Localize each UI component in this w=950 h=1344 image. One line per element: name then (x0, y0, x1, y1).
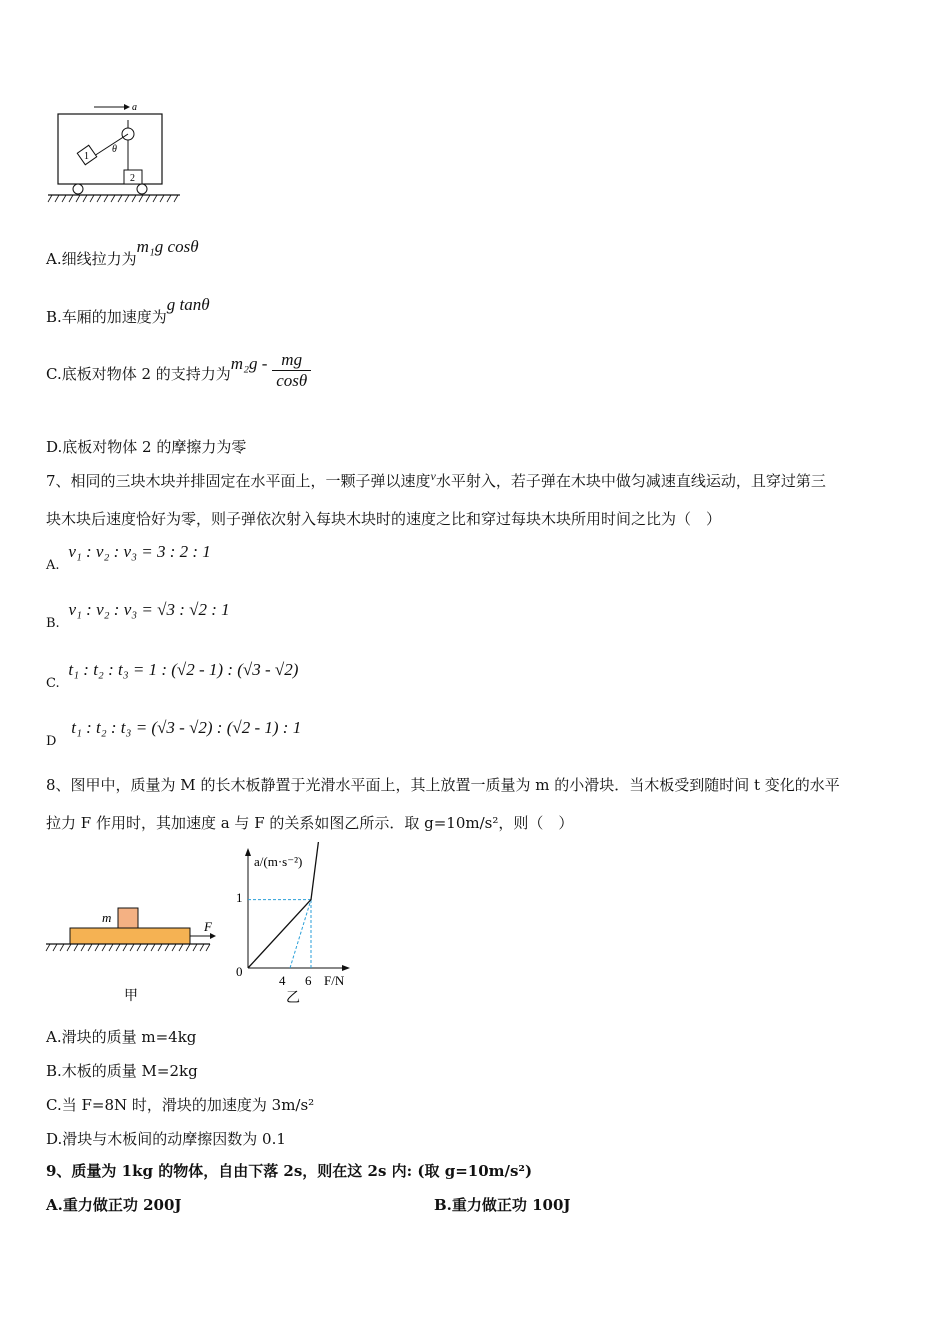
q6-option-a: A.细线拉力为m₁g cosθ (46, 237, 199, 268)
x-axis-arrow (342, 965, 350, 971)
q7-option-b: B. v₁ : v₂ : v₃ = √3 : √2 : 1 (46, 600, 230, 631)
fig-jia-F: F (204, 919, 212, 934)
q9-stem: 9、质量为 1kg 的物体，自由下落 2s，则在这 2s 内: (取 g=10m/s²) (46, 1162, 533, 1180)
q8-option-a: A.滑块的质量 m=4kg (46, 1028, 197, 1046)
q8-stem-line1: 8、图甲中，质量为 M 的长木板静置于光滑水平面上，其上放置一质量为 m 的小滑块．当木板受到随时间 t 变化的水平 (46, 776, 840, 794)
q6-option-b: B.车厢的加速度为g tanθ (46, 295, 210, 326)
fig-yi-chart (226, 842, 362, 1008)
accel-label: a (132, 102, 137, 113)
q7-stem-line2: 块木块后速度恰好为零，则子弹依次射入每块木块时的速度之比和穿过每块木块所用时间之比为（ ） (46, 510, 722, 528)
q9-option-b: B.重力做正功 100J (434, 1196, 571, 1214)
cart-figure (44, 96, 186, 208)
y-tick-1: 1 (236, 890, 243, 905)
fig-jia-caption: 甲 (124, 989, 138, 1004)
q6-option-c: C.底板对物体 2 的支持力为m₂g - $\frac{mg}{\cos\theta}$ (46, 350, 311, 391)
q8-option-d: D.滑块与木板间的动摩擦因数为 0.1 (46, 1130, 286, 1148)
fig-yi-caption: 乙 (286, 991, 300, 1006)
q8-stem-line2: 拉力 F 作用时，其加速度 a 与 F 的关系如图乙所示．取 g=10m/s²，则（ ） (46, 814, 574, 832)
x-tick-4: 4 (279, 973, 286, 988)
origin-label: 0 (236, 964, 243, 979)
angle-label: θ (112, 144, 117, 155)
q8-option-c: C.当 F=8N 时，滑块的加速度为 3m/s² (46, 1096, 315, 1114)
q8-option-b: B.木板的质量 M=2kg (46, 1062, 198, 1080)
fig-jia (44, 900, 216, 1006)
y-axis-label: a/(m·s⁻²) (254, 854, 303, 869)
dashed-guide-2 (290, 900, 311, 968)
fig-jia-m: m (102, 910, 112, 925)
q9-option-a: A.重力做正功 200J (46, 1196, 182, 1214)
q7-stem-line1: 7、相同的三块木块并排固定在水平面上，一颗子弹以速度$^v$水平射入，若子弹在木块中做匀减速直线运动，且穿过第三 (46, 469, 826, 490)
q6-option-d: D.底板对物体 2 的摩擦力为零 (46, 438, 247, 456)
c-fraction: $\frac{mg}{\cos\theta}$ (272, 350, 311, 391)
x-axis-label: F/N (324, 973, 345, 988)
x-tick-6: 6 (305, 973, 312, 988)
block1-label: 1 (84, 151, 89, 162)
y-axis-arrow (245, 848, 251, 856)
q7-option-d: D t₁ : t₂ : t₃ = (√3 - √2) : (√2 - 1) : 1 (46, 718, 302, 749)
q7-option-a: A. v₁ : v₂ : v₃ = 3 : 2 : 1 (46, 542, 211, 573)
q7-option-c: C. t₁ : t₂ : t₃ = 1 : (√2 - 1) : (√3 - √2) (46, 660, 299, 691)
block2-label: 2 (130, 173, 135, 184)
